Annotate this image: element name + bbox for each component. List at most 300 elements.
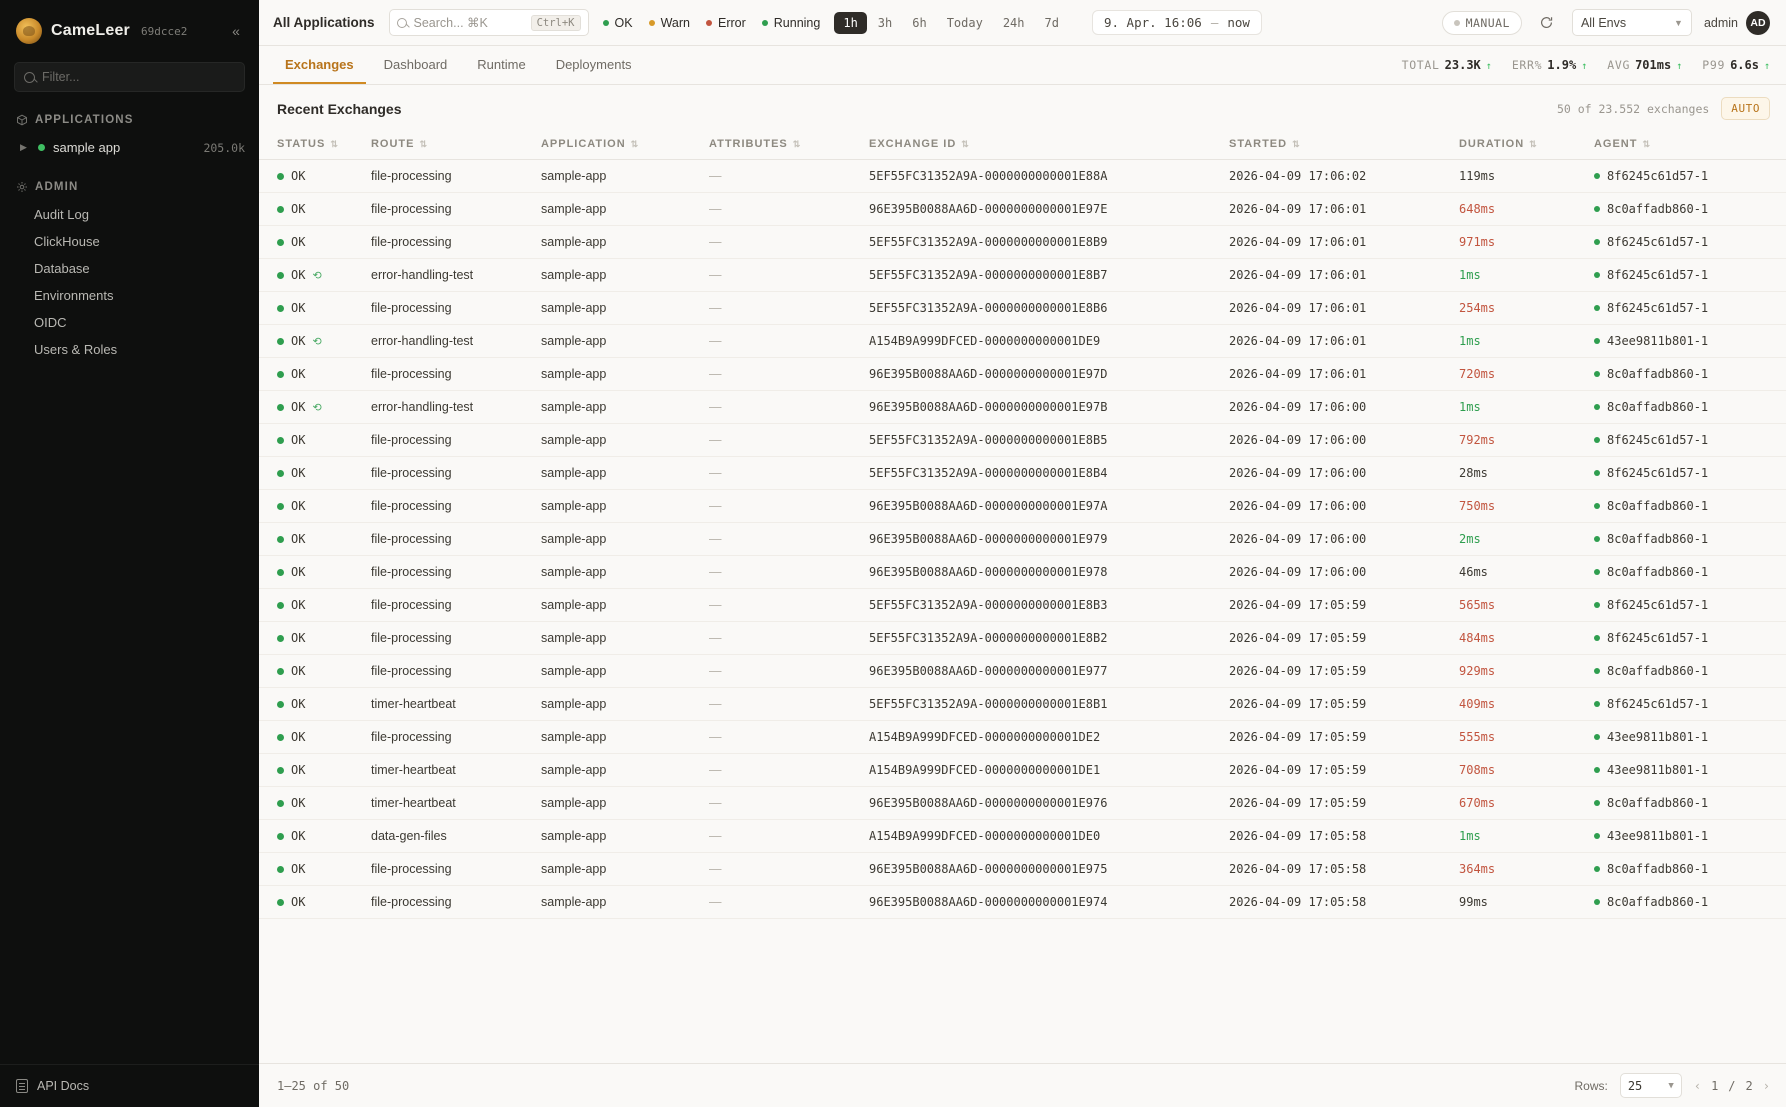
agent-name: 43ee9811b801-1 bbox=[1607, 763, 1709, 777]
cell-started: 2026-04-09 17:05:59 bbox=[1229, 589, 1459, 622]
table-row[interactable] bbox=[259, 160, 1786, 193]
cell-exchange-id: A154B9A999DFCED-0000000000001DE2 bbox=[869, 721, 1229, 754]
sidebar-item-sample-app[interactable] bbox=[0, 134, 259, 161]
user-menu[interactable] bbox=[1704, 11, 1770, 35]
brand-name: CameLeer bbox=[51, 22, 130, 39]
cell-application: sample-app bbox=[541, 754, 709, 787]
status-dot-icon bbox=[1594, 272, 1600, 278]
cell-attributes: — bbox=[709, 160, 869, 193]
col-application[interactable] bbox=[541, 129, 709, 160]
agent-name: 8f6245c61d57-1 bbox=[1607, 631, 1709, 645]
range-7d[interactable]: 7d bbox=[1044, 15, 1059, 30]
result-count: 50 of 23.552 exchanges bbox=[1556, 101, 1710, 116]
agent-name: 43ee9811b801-1 bbox=[1607, 730, 1709, 744]
cell-started: 2026-04-09 17:05:59 bbox=[1229, 688, 1459, 721]
page-current: 1 bbox=[1711, 1078, 1719, 1093]
sort-icon: ⇅ bbox=[1529, 139, 1538, 149]
cell-route: file-processing bbox=[371, 622, 541, 655]
cell-route: file-processing bbox=[371, 160, 541, 193]
status-dot-icon bbox=[1594, 668, 1600, 674]
table-row[interactable] bbox=[259, 259, 1786, 292]
sort-icon: ⇅ bbox=[330, 139, 339, 149]
status-dot-icon bbox=[277, 734, 284, 741]
cell-attributes: — bbox=[709, 688, 869, 721]
metric-label: TOTAL bbox=[1401, 58, 1440, 72]
table-row[interactable] bbox=[259, 688, 1786, 721]
sort-icon: ⇅ bbox=[1292, 139, 1301, 149]
cell-duration: 1ms bbox=[1459, 259, 1594, 292]
status-text: OK bbox=[291, 862, 306, 876]
status-dot-icon bbox=[1594, 173, 1600, 179]
retry-icon: ⟲ bbox=[312, 269, 322, 282]
status-dot-icon bbox=[277, 173, 284, 180]
cell-status bbox=[259, 160, 371, 193]
metric-total bbox=[1402, 58, 1492, 72]
status-text: OK bbox=[291, 169, 306, 183]
table-row[interactable] bbox=[259, 226, 1786, 259]
avatar: AD bbox=[1746, 11, 1770, 35]
status-dot-icon bbox=[277, 866, 284, 873]
status-dot-icon bbox=[1594, 800, 1600, 806]
status-dot-icon bbox=[1594, 239, 1600, 245]
status-dot-icon bbox=[277, 206, 284, 213]
cell-agent bbox=[1594, 259, 1786, 292]
all-applications-label[interactable]: All Applications bbox=[273, 15, 375, 30]
status-text: OK bbox=[291, 796, 306, 810]
cell-agent bbox=[1594, 226, 1786, 259]
status-dot-icon bbox=[1594, 437, 1600, 443]
status-filter-ok[interactable] bbox=[603, 16, 633, 30]
agent-name: 8f6245c61d57-1 bbox=[1607, 697, 1709, 711]
cell-started: 2026-04-09 17:06:02 bbox=[1229, 160, 1459, 193]
sort-icon: ⇅ bbox=[419, 139, 428, 149]
cell-started: 2026-04-09 17:06:00 bbox=[1229, 490, 1459, 523]
status-dot-icon bbox=[603, 20, 609, 26]
status-text: OK bbox=[291, 235, 306, 249]
table-row[interactable] bbox=[259, 754, 1786, 787]
status-filter-warn[interactable] bbox=[649, 16, 690, 30]
metric-label: P99 bbox=[1702, 58, 1726, 72]
cell-attributes: — bbox=[709, 556, 869, 589]
cell-exchange-id: 5EF55FC31352A9A-0000000000001E8B6 bbox=[869, 292, 1229, 325]
cell-route: file-processing bbox=[371, 556, 541, 589]
sort-icon: ⇅ bbox=[630, 139, 640, 149]
tab-deployments[interactable]: Deployments bbox=[555, 56, 632, 72]
cell-status bbox=[259, 820, 371, 853]
status-dot-icon bbox=[1594, 569, 1600, 575]
status-dot-icon bbox=[38, 144, 45, 151]
status-text: OK bbox=[291, 598, 306, 612]
status-text: OK bbox=[291, 499, 306, 513]
cell-duration: 648ms bbox=[1459, 193, 1594, 226]
cell-route: file-processing bbox=[371, 457, 541, 490]
status-dot-icon bbox=[277, 899, 284, 906]
cell-started: 2026-04-09 17:05:58 bbox=[1229, 853, 1459, 886]
status-dot-icon bbox=[1594, 404, 1600, 410]
cell-started: 2026-04-09 17:06:00 bbox=[1229, 391, 1459, 424]
trend-up-icon: ↑ bbox=[1763, 61, 1770, 72]
cell-exchange-id: A154B9A999DFCED-0000000000001DE1 bbox=[869, 754, 1229, 787]
cell-agent bbox=[1594, 325, 1786, 358]
status-text: OK bbox=[291, 631, 306, 645]
metric-err-pct bbox=[1512, 58, 1587, 72]
range-1h[interactable]: 1h bbox=[834, 12, 866, 34]
content-header-right bbox=[1557, 97, 1770, 120]
doc-icon bbox=[16, 1079, 28, 1093]
status-dot-icon bbox=[277, 272, 284, 279]
status-text: OK bbox=[291, 334, 306, 348]
cell-started: 2026-04-09 17:05:59 bbox=[1229, 754, 1459, 787]
cell-attributes: — bbox=[709, 490, 869, 523]
agent-name: 8f6245c61d57-1 bbox=[1607, 466, 1709, 480]
status-dot-icon bbox=[1594, 635, 1600, 641]
search-placeholder: Search... ⌘K bbox=[413, 16, 488, 30]
cell-route: data-gen-files bbox=[371, 820, 541, 853]
col-label: STATUS bbox=[277, 138, 326, 150]
status-dot-icon bbox=[1594, 701, 1600, 707]
cell-duration: 555ms bbox=[1459, 721, 1594, 754]
cell-agent bbox=[1594, 193, 1786, 226]
manual-refresh-toggle[interactable] bbox=[1442, 11, 1522, 35]
status-filter-running[interactable] bbox=[762, 16, 821, 30]
cell-attributes: — bbox=[709, 754, 869, 787]
table-row[interactable] bbox=[259, 622, 1786, 655]
table-row[interactable] bbox=[259, 787, 1786, 820]
cell-status bbox=[259, 688, 371, 721]
col-label: APPLICATION bbox=[541, 138, 626, 150]
cell-attributes: — bbox=[709, 226, 869, 259]
cell-application: sample-app bbox=[541, 325, 709, 358]
table-row[interactable] bbox=[259, 721, 1786, 754]
pagination-controls bbox=[1574, 1073, 1770, 1098]
status-text: OK bbox=[291, 730, 306, 744]
cell-started: 2026-04-09 17:05:58 bbox=[1229, 820, 1459, 853]
cell-route: timer-heartbeat bbox=[371, 688, 541, 721]
rows-value: 25 bbox=[1627, 1078, 1643, 1093]
cell-started: 2026-04-09 17:06:00 bbox=[1229, 523, 1459, 556]
table-row[interactable] bbox=[259, 853, 1786, 886]
col-agent[interactable] bbox=[1594, 129, 1786, 160]
sidebar-item-clickhouse[interactable]: ClickHouse bbox=[34, 234, 100, 249]
cell-status bbox=[259, 787, 371, 820]
agent-name: 8f6245c61d57-1 bbox=[1607, 169, 1709, 183]
cell-duration: 565ms bbox=[1459, 589, 1594, 622]
auto-refresh-button[interactable]: AUTO bbox=[1721, 97, 1770, 120]
cell-application: sample-app bbox=[541, 556, 709, 589]
agent-name: 8f6245c61d57-1 bbox=[1607, 598, 1709, 612]
user-name: admin bbox=[1703, 15, 1738, 30]
cell-application: sample-app bbox=[541, 391, 709, 424]
search-icon bbox=[397, 18, 407, 28]
status-dot-icon bbox=[1594, 602, 1600, 608]
cell-duration: 929ms bbox=[1459, 655, 1594, 688]
cell-route: file-processing bbox=[371, 589, 541, 622]
range-to: now bbox=[1227, 15, 1250, 30]
col-duration[interactable] bbox=[1459, 129, 1594, 160]
cell-attributes: — bbox=[709, 886, 869, 919]
content-header bbox=[259, 85, 1786, 129]
chevron-down-icon: ▼ bbox=[1674, 17, 1683, 28]
status-filter-group bbox=[603, 16, 821, 30]
brand-version: 69dcce2 bbox=[140, 24, 188, 38]
col-label: EXCHANGE ID bbox=[869, 138, 957, 150]
search-shortcut-badge: Ctrl+K bbox=[531, 15, 581, 31]
cell-duration: 1ms bbox=[1459, 325, 1594, 358]
chevron-right-icon[interactable]: ▶ bbox=[20, 142, 27, 152]
range-24h[interactable]: 24h bbox=[1002, 15, 1025, 30]
cell-started: 2026-04-09 17:06:00 bbox=[1229, 457, 1459, 490]
cell-exchange-id: 96E395B0088AA6D-0000000000001E97A bbox=[869, 490, 1229, 523]
status-text: OK bbox=[291, 763, 306, 777]
col-status[interactable] bbox=[259, 129, 371, 160]
col-exchange-id[interactable] bbox=[869, 129, 1229, 160]
table-row[interactable] bbox=[259, 193, 1786, 226]
cell-duration: 484ms bbox=[1459, 622, 1594, 655]
cell-agent bbox=[1594, 820, 1786, 853]
cell-route: error-handling-test bbox=[371, 325, 541, 358]
sidebar-item-api-docs[interactable] bbox=[0, 1064, 259, 1107]
status-text: OK bbox=[291, 565, 306, 579]
range-6h[interactable]: 6h bbox=[912, 15, 927, 30]
cell-exchange-id: 96E395B0088AA6D-0000000000001E97E bbox=[869, 193, 1229, 226]
tab-runtime[interactable]: Runtime bbox=[477, 56, 526, 72]
agent-name: 8f6245c61d57-1 bbox=[1607, 235, 1709, 249]
range-3h[interactable]: 3h bbox=[877, 15, 893, 30]
cell-duration: 119ms bbox=[1459, 160, 1594, 193]
table-row[interactable] bbox=[259, 325, 1786, 358]
cell-agent bbox=[1594, 490, 1786, 523]
cell-agent bbox=[1594, 754, 1786, 787]
cell-agent bbox=[1594, 391, 1786, 424]
status-dot-icon bbox=[1594, 503, 1600, 509]
status-dot-icon bbox=[277, 305, 284, 312]
status-text: OK bbox=[291, 367, 306, 381]
cell-status bbox=[259, 325, 371, 358]
page-separator: / bbox=[1728, 1078, 1736, 1093]
table-row[interactable] bbox=[259, 589, 1786, 622]
time-range-group bbox=[834, 12, 1068, 34]
chevron-left-icon[interactable]: ‹ bbox=[1693, 1078, 1702, 1093]
status-dot-icon bbox=[1594, 767, 1600, 773]
metrics-summary bbox=[1402, 58, 1770, 72]
cell-route: error-handling-test bbox=[371, 391, 541, 424]
sidebar-item-database[interactable]: Database bbox=[34, 261, 90, 276]
cell-agent bbox=[1594, 457, 1786, 490]
status-dot-icon bbox=[1454, 20, 1460, 26]
cell-agent bbox=[1594, 424, 1786, 457]
cell-exchange-id: 96E395B0088AA6D-0000000000001E977 bbox=[869, 655, 1229, 688]
agent-name: 8f6245c61d57-1 bbox=[1607, 268, 1709, 282]
status-dot-icon bbox=[277, 701, 284, 708]
cell-status bbox=[259, 358, 371, 391]
cell-started: 2026-04-09 17:05:59 bbox=[1229, 787, 1459, 820]
trend-up-icon: ↑ bbox=[1581, 61, 1588, 72]
box-icon bbox=[16, 114, 28, 126]
time-range-display[interactable] bbox=[1092, 10, 1262, 35]
status-filter-label: Error bbox=[717, 15, 746, 30]
cell-route: file-processing bbox=[371, 853, 541, 886]
status-dot-icon bbox=[1594, 371, 1600, 377]
cell-agent bbox=[1594, 688, 1786, 721]
agent-name: 8c0affadb860-1 bbox=[1607, 895, 1709, 909]
table-row[interactable] bbox=[259, 523, 1786, 556]
sidebar-section-label: ADMIN bbox=[35, 181, 79, 193]
cell-duration: 28ms bbox=[1459, 457, 1594, 490]
sidebar-item-audit-log[interactable]: Audit Log bbox=[34, 207, 89, 222]
trend-up-icon: ↑ bbox=[1485, 61, 1492, 72]
page-title: Recent Exchanges bbox=[277, 100, 402, 117]
cell-application: sample-app bbox=[541, 523, 709, 556]
cell-route: file-processing bbox=[371, 721, 541, 754]
cell-started: 2026-04-09 17:06:00 bbox=[1229, 424, 1459, 457]
status-dot-icon bbox=[277, 800, 284, 807]
cell-attributes: — bbox=[709, 424, 869, 457]
table-row[interactable] bbox=[259, 424, 1786, 457]
col-started[interactable] bbox=[1229, 129, 1459, 160]
metric-value: 23.3K bbox=[1444, 58, 1481, 72]
cell-started: 2026-04-09 17:05:59 bbox=[1229, 622, 1459, 655]
table-row[interactable] bbox=[259, 490, 1786, 523]
status-dot-icon bbox=[277, 635, 284, 642]
cell-status bbox=[259, 556, 371, 589]
cell-exchange-id: A154B9A999DFCED-0000000000001DE9 bbox=[869, 325, 1229, 358]
col-label: ATTRIBUTES bbox=[709, 138, 788, 150]
cell-attributes: — bbox=[709, 292, 869, 325]
cell-exchange-id: 5EF55FC31352A9A-0000000000001E8B9 bbox=[869, 226, 1229, 259]
cell-attributes: — bbox=[709, 820, 869, 853]
status-text: OK bbox=[291, 829, 306, 843]
table-row[interactable] bbox=[259, 391, 1786, 424]
cell-application: sample-app bbox=[541, 457, 709, 490]
cell-application: sample-app bbox=[541, 226, 709, 259]
status-dot-icon bbox=[1594, 470, 1600, 476]
sidebar-filter[interactable] bbox=[14, 62, 245, 92]
sidebar-item-oidc[interactable]: OIDC bbox=[34, 315, 67, 330]
cell-attributes: — bbox=[709, 325, 869, 358]
table-row[interactable] bbox=[259, 358, 1786, 391]
sidebar-item-environments[interactable]: Environments bbox=[34, 288, 114, 303]
table-body bbox=[259, 160, 1786, 919]
col-route[interactable] bbox=[371, 129, 541, 160]
cell-status bbox=[259, 589, 371, 622]
cell-duration: 750ms bbox=[1459, 490, 1594, 523]
status-filter-error[interactable] bbox=[706, 16, 746, 30]
camel-logo-icon bbox=[16, 18, 42, 44]
cell-application: sample-app bbox=[541, 490, 709, 523]
status-dot-icon bbox=[277, 602, 284, 609]
range-from: 9. Apr. 16:06 bbox=[1103, 15, 1202, 30]
cell-agent bbox=[1594, 655, 1786, 688]
cell-started: 2026-04-09 17:05:59 bbox=[1229, 655, 1459, 688]
cell-exchange-id: 5EF55FC31352A9A-0000000000001E8B5 bbox=[869, 424, 1229, 457]
col-label: DURATION bbox=[1459, 138, 1525, 150]
metric-value: 6.6s bbox=[1730, 58, 1759, 72]
tab-dashboard[interactable]: Dashboard bbox=[383, 56, 448, 72]
status-dot-icon bbox=[1594, 899, 1600, 905]
topbar-right bbox=[1442, 9, 1770, 36]
cell-status bbox=[259, 523, 371, 556]
cell-exchange-id: 5EF55FC31352A9A-0000000000001E8B3 bbox=[869, 589, 1229, 622]
cell-started: 2026-04-09 17:06:01 bbox=[1229, 259, 1459, 292]
cell-agent bbox=[1594, 358, 1786, 391]
cell-exchange-id: 96E395B0088AA6D-0000000000001E979 bbox=[869, 523, 1229, 556]
chevron-right-icon[interactable]: › bbox=[1762, 1078, 1770, 1093]
status-text: OK bbox=[291, 664, 306, 678]
rows-per-page-select[interactable] bbox=[1620, 1073, 1682, 1098]
cell-agent bbox=[1594, 622, 1786, 655]
global-search[interactable] bbox=[389, 9, 589, 36]
status-dot-icon bbox=[277, 536, 284, 543]
agent-name: 8c0affadb860-1 bbox=[1607, 862, 1709, 876]
cell-attributes: — bbox=[709, 787, 869, 820]
cell-status bbox=[259, 853, 371, 886]
cell-exchange-id: 96E395B0088AA6D-0000000000001E976 bbox=[869, 787, 1229, 820]
chevrons-left-icon[interactable]: « bbox=[232, 23, 240, 39]
status-dot-icon bbox=[1594, 338, 1600, 344]
status-dot-icon bbox=[706, 20, 712, 26]
table-row[interactable] bbox=[259, 886, 1786, 919]
cell-agent bbox=[1594, 589, 1786, 622]
range-today[interactable]: Today bbox=[946, 15, 983, 30]
status-dot-icon bbox=[1594, 833, 1600, 839]
cell-application: sample-app bbox=[541, 655, 709, 688]
table-row[interactable] bbox=[259, 556, 1786, 589]
table-row[interactable] bbox=[259, 292, 1786, 325]
cell-agent bbox=[1594, 160, 1786, 193]
tab-exchanges[interactable]: Exchanges bbox=[273, 48, 366, 84]
status-text: OK bbox=[291, 433, 306, 447]
cell-status bbox=[259, 457, 371, 490]
agent-name: 8c0affadb860-1 bbox=[1607, 796, 1709, 810]
cell-status bbox=[259, 391, 371, 424]
metric-value: 1.9% bbox=[1547, 58, 1577, 72]
cell-started: 2026-04-09 17:06:01 bbox=[1229, 193, 1459, 226]
cell-duration: 971ms bbox=[1459, 226, 1594, 259]
filter-input[interactable] bbox=[42, 70, 235, 84]
metric-avg bbox=[1607, 58, 1682, 72]
environment-select[interactable] bbox=[1572, 9, 1692, 36]
cell-status bbox=[259, 721, 371, 754]
cell-exchange-id: A154B9A999DFCED-0000000000001DE0 bbox=[869, 820, 1229, 853]
agent-name: 43ee9811b801-1 bbox=[1607, 829, 1709, 843]
cell-started: 2026-04-09 17:06:01 bbox=[1229, 226, 1459, 259]
table-row[interactable] bbox=[259, 820, 1786, 853]
cell-application: sample-app bbox=[541, 622, 709, 655]
status-dot-icon bbox=[277, 239, 284, 246]
status-dot-icon bbox=[277, 569, 284, 576]
cell-route: timer-heartbeat bbox=[371, 754, 541, 787]
table-row[interactable] bbox=[259, 457, 1786, 490]
cell-attributes: — bbox=[709, 193, 869, 226]
cell-agent bbox=[1594, 556, 1786, 589]
status-dot-icon bbox=[277, 371, 284, 378]
retry-icon: ⟲ bbox=[312, 335, 322, 348]
refresh-icon[interactable] bbox=[1534, 10, 1560, 36]
agent-name: 8c0affadb860-1 bbox=[1607, 532, 1709, 546]
table-row[interactable] bbox=[259, 655, 1786, 688]
cell-agent bbox=[1594, 523, 1786, 556]
agent-name: 8c0affadb860-1 bbox=[1607, 664, 1709, 678]
cell-started: 2026-04-09 17:06:01 bbox=[1229, 292, 1459, 325]
cell-exchange-id: 96E395B0088AA6D-0000000000001E978 bbox=[869, 556, 1229, 589]
cell-status bbox=[259, 424, 371, 457]
status-dot-icon bbox=[762, 20, 768, 26]
cell-agent bbox=[1594, 292, 1786, 325]
sidebar-item-users-roles[interactable]: Users & Roles bbox=[34, 342, 118, 357]
cell-status bbox=[259, 226, 371, 259]
cell-attributes: — bbox=[709, 391, 869, 424]
col-attributes[interactable] bbox=[709, 129, 869, 160]
